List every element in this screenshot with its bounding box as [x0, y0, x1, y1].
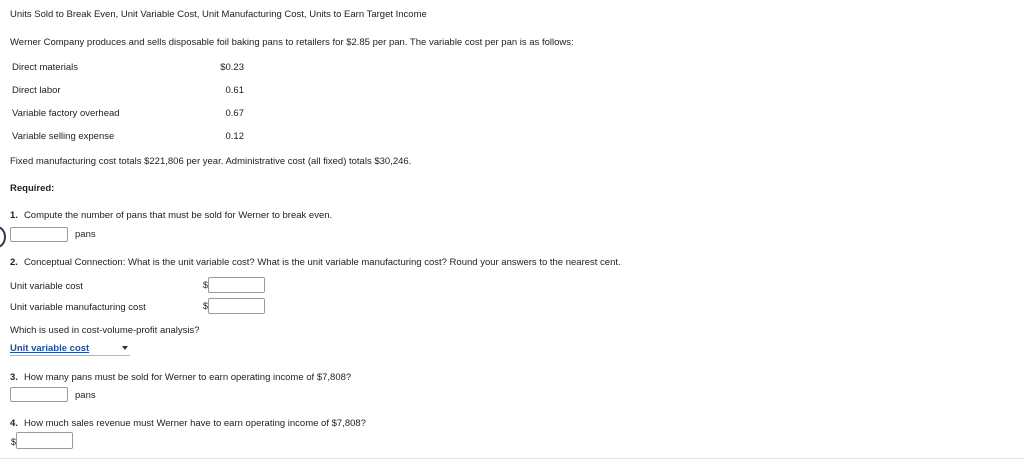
q3-unit-label: pans: [75, 390, 96, 401]
question-2: [10, 257, 621, 268]
question-4: [10, 418, 366, 429]
fixed-cost-text: Fixed manufacturing cost totals $221,806 per year. Administrative cost (all fixed) totals $30,246.: [10, 156, 412, 167]
cost-label-variable-factory-overhead: Variable factory overhead: [12, 108, 120, 119]
cvp-cost-dropdown[interactable]: [10, 343, 130, 356]
question-1: [10, 210, 332, 221]
cost-label-direct-labor: Direct labor: [12, 85, 61, 96]
cost-label-variable-selling-expense: Variable selling expense: [12, 131, 115, 142]
q1-unit-label: pans: [75, 229, 96, 240]
unit-variable-cost-currency: $: [203, 280, 209, 290]
question-1-text: Compute the number of pans that must be sold for Werner to break even.: [23, 210, 333, 221]
cost-value-direct-labor: 0.61: [225, 85, 244, 96]
cost-value-direct-materials: $0.23: [220, 62, 244, 73]
unit-variable-manufacturing-cost-input[interactable]: [208, 298, 265, 314]
question-3: [10, 372, 351, 383]
question-2-number: 2.: [10, 257, 18, 268]
question-3-text: How many pans must be sold for Werner to earn operating income of $7,808?: [23, 372, 352, 383]
problem-intro: Werner Company produces and sells disposable foil baking pans to retailers for $2.85 per pan. The variable cost per pan is as follows:: [10, 37, 574, 48]
question-1-number: 1.: [10, 210, 18, 221]
bottom-divider: [0, 458, 1024, 459]
unit-variable-manufacturing-cost-currency: $: [203, 301, 209, 311]
cvp-question-text: Which is used in cost-volume-profit analysis?: [10, 325, 200, 336]
chevron-down-icon: [122, 346, 128, 350]
q3-target-income-pans-input[interactable]: [10, 387, 68, 402]
q1-break-even-pans-input[interactable]: [10, 227, 68, 242]
question-4-text: How much sales revenue must Werner have to earn operating income of $7,808?: [23, 418, 366, 429]
q4-currency: $: [11, 437, 17, 447]
cost-label-direct-materials: Direct materials: [12, 62, 78, 73]
question-2-text: Conceptual Connection: What is the unit variable cost? What is the unit variable manufacturing cost? Round your answers to the nearest cent.: [23, 257, 621, 268]
q4-sales-revenue-input[interactable]: [16, 432, 73, 449]
question-marker-icon: [0, 226, 6, 248]
cost-value-variable-factory-overhead: 0.67: [225, 108, 244, 119]
question-3-number: 3.: [10, 372, 18, 383]
page-title: Units Sold to Break Even, Unit Variable Cost, Unit Manufacturing Cost, Units to Earn Target Income: [10, 9, 427, 20]
cvp-cost-dropdown-value: Unit variable cost: [10, 343, 90, 354]
required-heading: Required:: [10, 183, 55, 194]
unit-variable-manufacturing-cost-label: Unit variable manufacturing cost: [10, 302, 146, 313]
unit-variable-cost-input[interactable]: [208, 277, 265, 293]
cost-value-variable-selling-expense: 0.12: [225, 131, 244, 142]
unit-variable-cost-label: Unit variable cost: [10, 281, 83, 292]
question-4-number: 4.: [10, 418, 18, 429]
